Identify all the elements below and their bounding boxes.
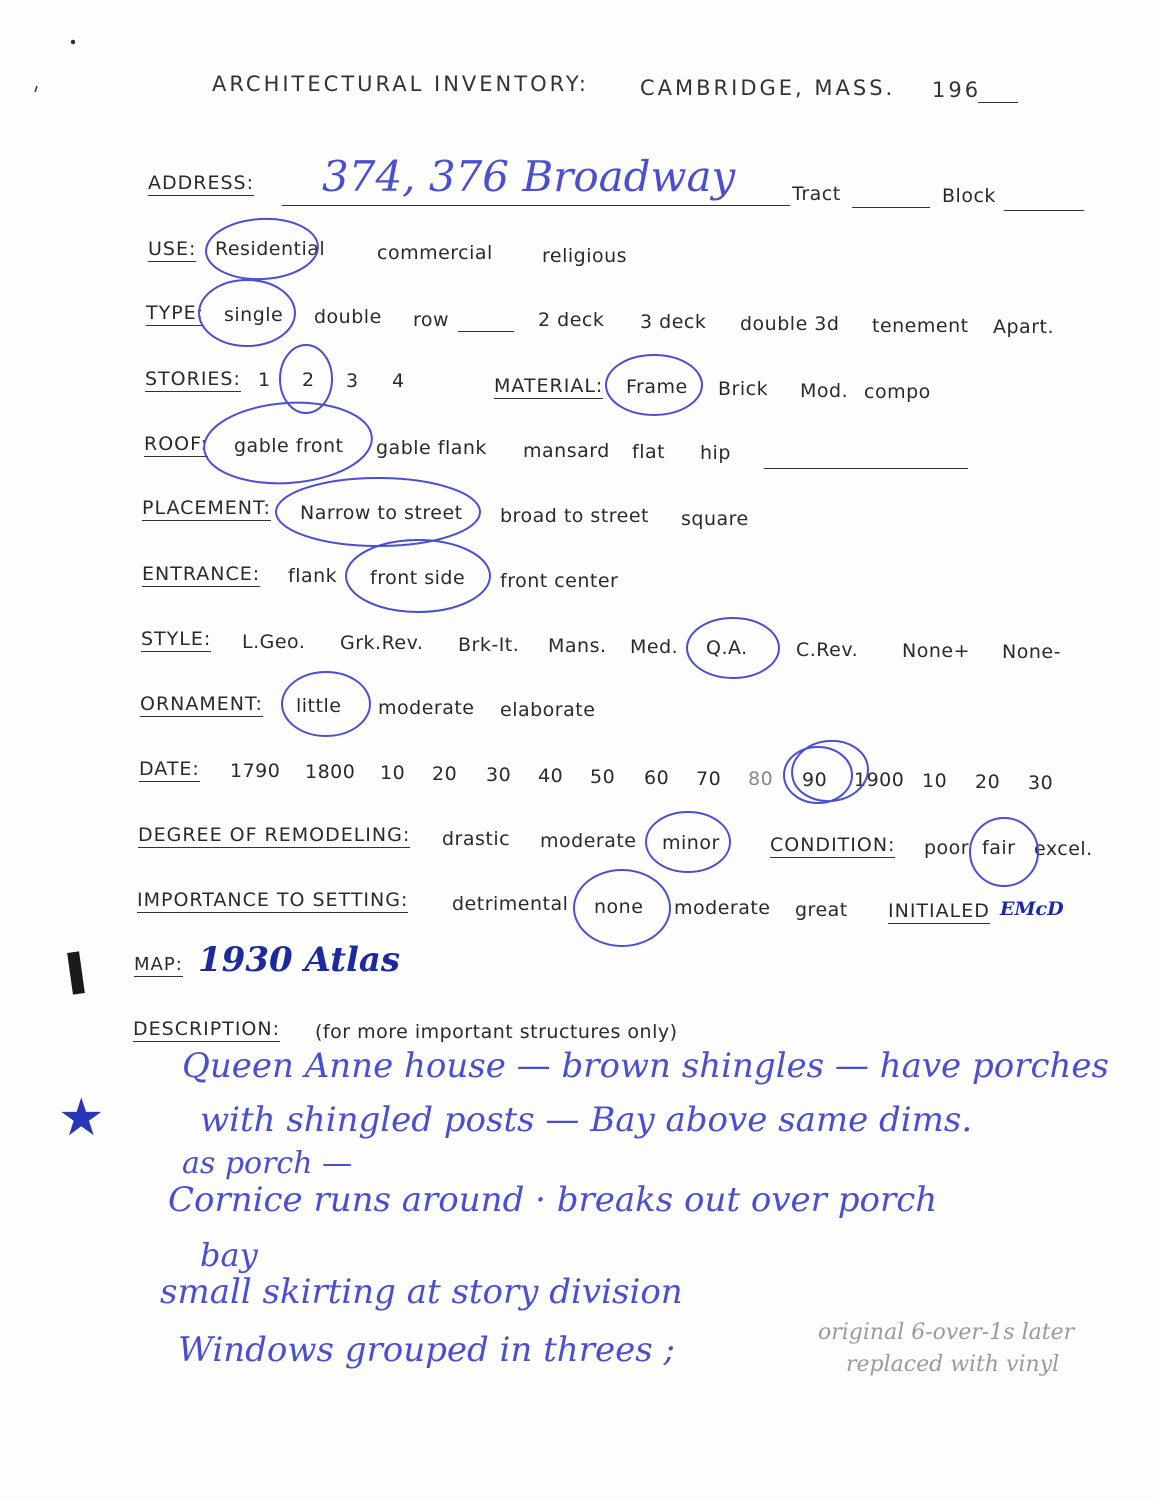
tick-mark — [35, 86, 37, 92]
condition-option-excel: excel. — [1034, 838, 1093, 860]
description-line-2: with shingled posts — Bay above same dims. — [200, 1100, 973, 1140]
placement-label: PLACEMENT: — [142, 497, 271, 519]
material-option-brick: Brick — [718, 378, 769, 400]
type-option-double-3d: double 3d — [740, 313, 840, 335]
date-option-1790: 1790 — [230, 760, 281, 782]
stories-option-4: 4 — [392, 370, 405, 392]
material-label: MATERIAL: — [494, 375, 604, 397]
condition-option-fair: fair — [982, 837, 1016, 859]
date-option-60: 60 — [644, 767, 670, 789]
style-option-lgeo: L.Geo. — [242, 631, 306, 653]
style-label: STYLE: — [141, 628, 212, 650]
entrance-label: ENTRANCE: — [142, 563, 261, 585]
pencil-note-line-2: replaced with vinyl — [846, 1352, 1060, 1377]
map-value: 1930 Atlas — [198, 940, 401, 980]
date-option-20: 20 — [432, 763, 458, 785]
importance-label: IMPORTANCE TO SETTING: — [137, 889, 409, 911]
form-year: 196 — [932, 78, 982, 102]
type-option-apart: Apart. — [993, 316, 1055, 338]
roof-option-gable-flank: gable flank — [376, 437, 487, 459]
description-line-7: Windows grouped in threes ; — [178, 1330, 675, 1370]
material-selected-circle — [606, 355, 702, 415]
stories-option-1: 1 — [258, 369, 271, 391]
type-option-tenement: tenement — [872, 315, 969, 337]
address-label: ADDRESS: — [148, 172, 254, 194]
description-line-3: as porch — — [182, 1146, 353, 1181]
date-option-80: 80 — [748, 768, 774, 790]
type-option-single: single — [224, 304, 284, 326]
description-line-5: bay — [200, 1236, 258, 1274]
roof-option-flat: flat — [632, 441, 666, 463]
type-option-3-deck: 3 deck — [640, 311, 707, 333]
placement-option-narrow: Narrow to street — [300, 502, 463, 524]
date-option-50: 50 — [590, 766, 616, 788]
description-line-6: small skirting at story division — [160, 1272, 683, 1312]
importance-option-great: great — [795, 899, 848, 921]
roof-option-gable-front: gable front — [234, 435, 344, 457]
star-icon: ★ — [58, 1088, 105, 1148]
roof-option-hip: hip — [700, 442, 731, 464]
style-option-qa: Q.A. — [706, 637, 748, 659]
style-option-grkrev: Grk.Rev. — [340, 632, 424, 654]
remodeling-option-drastic: drastic — [442, 828, 511, 850]
style-option-mans: Mans. — [548, 635, 607, 657]
roof-label: ROOF: — [144, 433, 208, 455]
description-line-4: Cornice runs around · breaks out over porch — [168, 1180, 938, 1220]
type-option-2-deck: 2 deck — [538, 309, 605, 331]
date-option-40: 40 — [538, 765, 564, 787]
condition-selected-circle — [970, 818, 1038, 886]
use-selected-circle — [205, 216, 320, 282]
roof-option-mansard: mansard — [523, 440, 610, 462]
date-label: DATE: — [139, 758, 200, 780]
date-option-1920: 20 — [975, 771, 1001, 793]
importance-selected-circle — [574, 870, 670, 946]
form-title: ARCHITECTURAL INVENTORY: — [212, 72, 589, 96]
date-option-10: 10 — [380, 762, 406, 784]
address-value: 374, 376 Broadway — [322, 152, 736, 201]
date-option-1930: 30 — [1028, 772, 1054, 794]
importance-option-detrimental: detrimental — [452, 893, 569, 915]
stories-label: STORIES: — [145, 368, 241, 390]
date-option-1800: 1800 — [305, 761, 356, 783]
entrance-option-flank: flank — [288, 565, 338, 587]
style-option-med: Med. — [630, 636, 679, 658]
entrance-selected-circle — [346, 540, 490, 612]
form-location: CAMBRIDGE, MASS. — [640, 76, 896, 100]
ornament-selected-circle — [282, 672, 370, 736]
material-option-frame: Frame — [626, 376, 688, 398]
placement-selected-circle — [276, 478, 480, 546]
date-option-30: 30 — [486, 764, 512, 786]
use-option-residential: Residential — [215, 238, 326, 260]
pencil-note-line-1: original 6-over-1s later — [818, 1320, 1075, 1345]
remodeling-option-minor: minor — [662, 832, 720, 854]
remodeling-selected-circle — [646, 812, 730, 872]
date-option-1910: 10 — [922, 770, 948, 792]
type-selected-circle — [199, 280, 295, 346]
style-option-crev: C.Rev. — [796, 639, 859, 661]
placement-option-broad: broad to street — [500, 505, 650, 527]
material-option-compo: compo — [864, 381, 931, 403]
ornament-label: ORNAMENT: — [140, 693, 263, 715]
description-note: (for more important structures only) — [315, 1021, 678, 1043]
block-label: Block — [942, 185, 996, 207]
style-option-none-minus: None- — [1002, 641, 1061, 663]
map-label: MAP: — [134, 954, 183, 975]
style-option-none-plus: None+ — [902, 640, 970, 662]
date-selected-circle-2 — [789, 737, 871, 805]
entrance-option-front-side: front side — [370, 567, 466, 589]
description-line-1: Queen Anne house — brown shingles — have porches — [182, 1046, 1109, 1086]
remodeling-label: DEGREE OF REMODELING: — [138, 824, 411, 846]
date-option-1900: 1900 — [854, 769, 905, 791]
date-option-70: 70 — [696, 768, 722, 790]
style-selected-circle — [687, 618, 779, 678]
importance-option-moderate: moderate — [674, 897, 771, 919]
initialed-signature: EMcD — [1000, 898, 1064, 920]
condition-option-poor: poor — [924, 837, 970, 859]
use-label: USE: — [148, 238, 197, 260]
ornament-option-elaborate: elaborate — [500, 699, 596, 721]
placement-option-square: square — [681, 508, 749, 530]
stories-option-2: 2 — [302, 369, 315, 391]
style-option-brkit: Brk-It. — [458, 634, 520, 656]
type-label: TYPE: — [146, 302, 205, 324]
date-option-90: 90 — [802, 769, 828, 791]
use-option-commercial: commercial — [377, 242, 493, 264]
importance-option-none: none — [594, 896, 644, 918]
stories-option-3: 3 — [346, 370, 359, 392]
tract-label: Tract — [792, 183, 841, 205]
roof-selected-circle — [201, 397, 374, 489]
type-option-double: double — [314, 306, 382, 328]
material-option-mod: Mod. — [800, 380, 849, 402]
condition-label: CONDITION: — [770, 834, 896, 856]
dot-mark — [72, 41, 75, 44]
date-selected-circle — [784, 747, 852, 803]
type-option-row: row — [413, 309, 450, 331]
use-option-religious: religious — [542, 245, 628, 267]
ornament-option-little: little — [296, 695, 342, 717]
ornament-option-moderate: moderate — [378, 697, 475, 719]
initialed-label: INITIALED — [888, 900, 990, 922]
entrance-option-front-center: front center — [500, 570, 619, 592]
remodeling-option-moderate: moderate — [540, 830, 637, 852]
description-label: DESCRIPTION: — [133, 1018, 281, 1040]
